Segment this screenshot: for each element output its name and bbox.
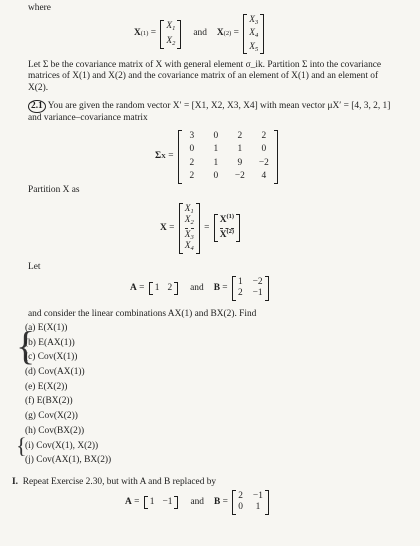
sigma-cell: 2: [189, 171, 195, 182]
item-d: (d) Cov(AX(1)): [25, 367, 85, 378]
item-list: [25, 323, 111, 470]
a-label: A: [130, 282, 137, 293]
x1-matrix: $X_1$ $X_2$: [160, 20, 181, 49]
x2-matrix: $X_3$ $X_4$ $X_5$: [243, 14, 264, 54]
exercise-number: 2.1: [28, 100, 46, 113]
covariance-paragraph: Let Σ be the covariance matrix of X with general element σ_ik. Partition Σ into the covariance matrices of X(1) and X(2) and the covariance matrix of an element of X(1) and an element of X(2).: [28, 60, 382, 93]
a-matrix: 1 2: [149, 282, 178, 295]
sigma-cell: −2: [234, 171, 245, 182]
item-j: (j) Cov(AX(1), BX(2)): [25, 455, 112, 466]
sigma-cell: 2: [261, 131, 267, 141]
sigma-cell: 0: [261, 144, 267, 155]
x-partition-vector: $X^{(1)}$ $X^{(2)}$: [214, 214, 240, 242]
and-word-2: and: [190, 282, 204, 293]
item-g: (g) Cov(X(2)): [25, 411, 78, 422]
x-vector: $X_1$ $X_2$ $X_3$ $X_4$: [179, 203, 200, 254]
repeat-marker: I.: [12, 477, 18, 487]
item-h: (h) Cov(BX(2)): [25, 425, 85, 436]
ab-equation-2: A = 1 −1 and B = 2 −1 0 1: [125, 490, 271, 515]
let-text: Let: [28, 262, 41, 272]
x-vector-label: X: [160, 222, 167, 233]
sigma-cell: 1: [213, 157, 219, 168]
x2-label: X: [216, 28, 224, 39]
and-word-3: and: [190, 496, 204, 507]
left-brace-small: {: [16, 433, 27, 458]
sigma-cell: 3: [189, 131, 195, 141]
item-i: (i) Cov(X(1), X(2)): [25, 440, 99, 451]
where-text: where: [28, 3, 51, 13]
repeat-text: Repeat Exercise 2.30, but with A and B replaced by: [22, 477, 217, 487]
sigma-cell: 1: [213, 144, 219, 155]
exercise-statement: You are given the random vector X′ = [X1, X2, X3, X4] with mean vector μX′ = [4, 3, 2, 1] and variance–covariance matrix: [28, 101, 391, 124]
b2-label: B: [213, 496, 221, 507]
sigma-cell: 4: [261, 171, 267, 182]
sigma-cell: 2: [237, 131, 243, 141]
b-label: B: [213, 282, 220, 293]
item-c: (c) Cov(X(1)): [25, 352, 78, 363]
repeat-exercise: [12, 477, 216, 488]
a2-matrix: 1 −1: [144, 496, 179, 509]
sigma-equation: Σ X = 3 0 2 2 0 1 1 0 2 1 9 −2 2 0 −2 4: [155, 130, 280, 184]
sigma-cell: 0: [189, 144, 195, 155]
ab-equation: A = 1 2 and B = 1 −2 2 −1: [130, 276, 271, 301]
sigma-cell: 0: [213, 171, 219, 182]
item-b: (b) E(AX(1)): [25, 337, 75, 348]
left-brace: {: [16, 323, 36, 368]
sigma-matrix: [178, 130, 278, 184]
partition-equation: X (1) = $X_1$ $X_2$ and X (2) = $X_3$ $X_4$ $X_5$: [134, 14, 266, 54]
sigma-cell: 1: [237, 144, 243, 155]
b-matrix: 1 −2 2 −1: [232, 276, 269, 301]
item-e: (e) E(X(2)): [25, 381, 68, 392]
sigma-cell: 9: [237, 157, 243, 168]
item-a: (a) E(X(1)): [25, 323, 68, 333]
b2-matrix: 2 −1 0 1: [232, 490, 269, 515]
partition-text: Partition X as: [28, 185, 80, 195]
sigma-cell: 0: [213, 131, 219, 141]
item-f: (f) E(BX(2)): [25, 396, 73, 407]
sigma-label: Σ: [155, 151, 162, 162]
exercise-2-31: [28, 100, 400, 125]
x1-label: X: [134, 28, 141, 39]
sigma-cell: 2: [189, 157, 195, 168]
a2-label: A: [125, 496, 132, 507]
sigma-cell: −2: [258, 157, 269, 168]
x-partition-equation: X = $X_1$ $X_2$ $X_3$ $X_4$ = $X^{(1)}$ $X^{(2)}$: [160, 203, 242, 254]
linear-combos-text: and consider the linear combinations AX(1) and BX(2). Find: [28, 309, 257, 319]
and-word: and: [193, 28, 207, 39]
